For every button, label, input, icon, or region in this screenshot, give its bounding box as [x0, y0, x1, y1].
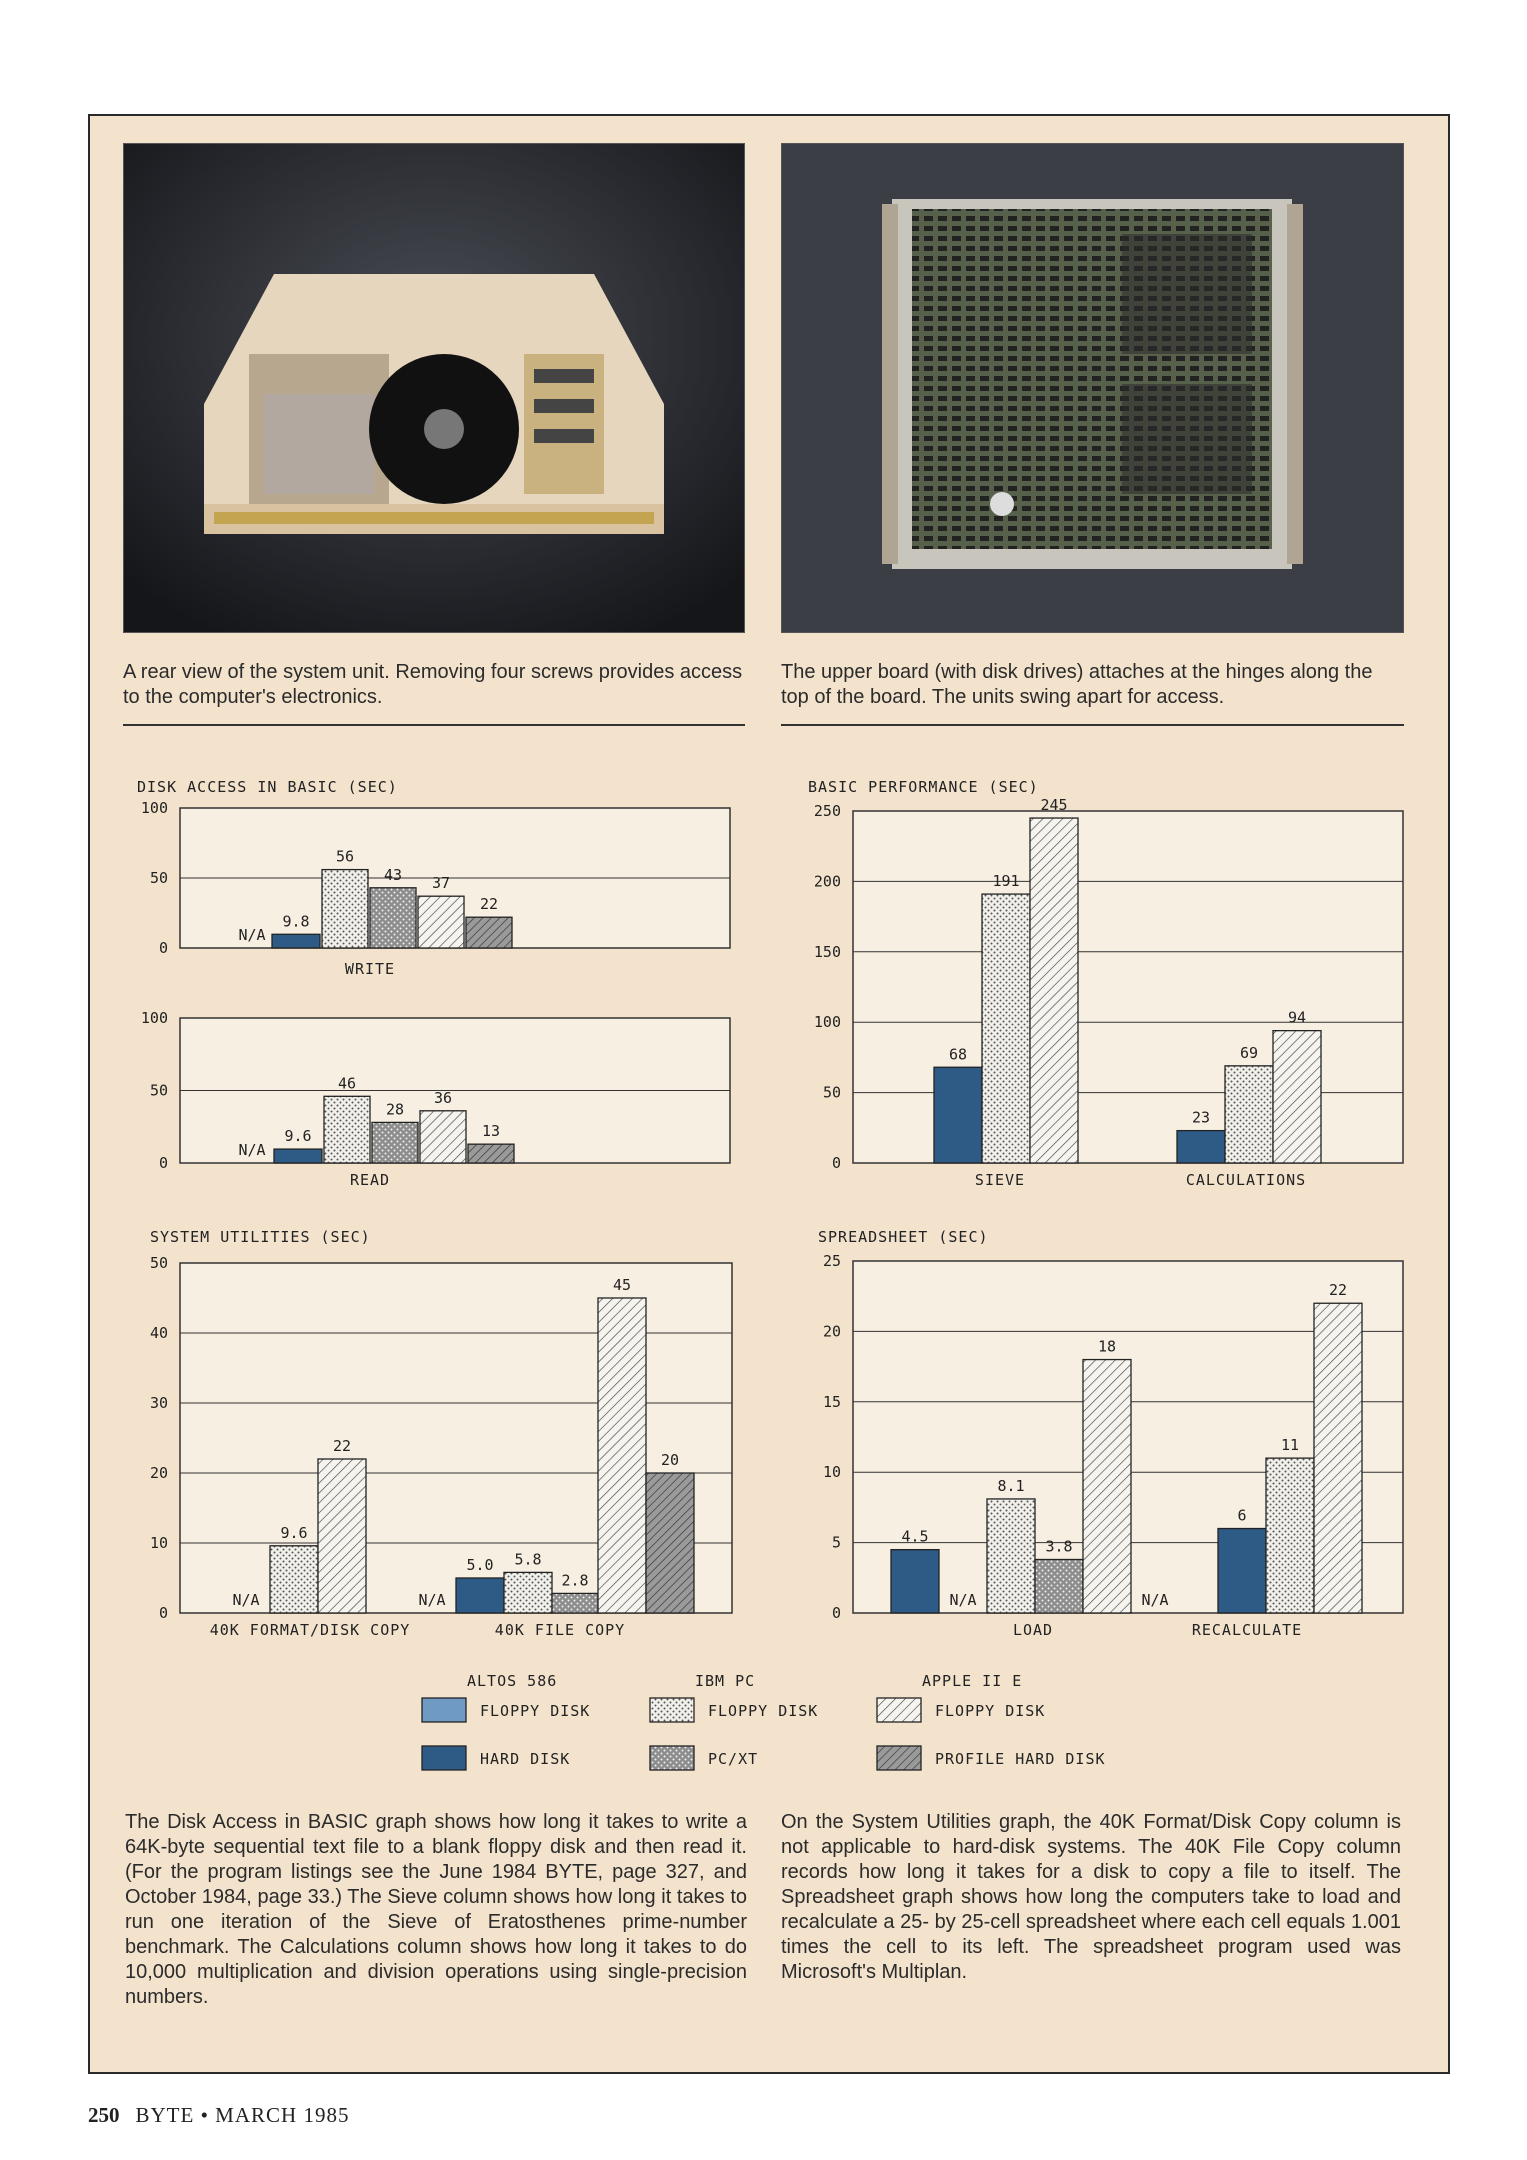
- disk-write-tick-label: 100: [140, 799, 168, 817]
- spreadsheet-tick-label: 20: [822, 1322, 841, 1341]
- sheet-recalc-group-label: RECALCULATE: [1191, 1621, 1303, 1639]
- sys-filecopy-value-label: 5.0: [466, 1556, 494, 1574]
- sys-format-bar: [318, 1459, 366, 1613]
- disk-read-na-label: N/A: [238, 1141, 266, 1159]
- basic-perf-tick-label: 150: [813, 942, 841, 961]
- sheet-recalc-value-label: 11: [1280, 1436, 1300, 1455]
- sys-filecopy-bar: [598, 1298, 646, 1613]
- basic-calc-value-label: 23: [1191, 1108, 1211, 1127]
- disk-write-value-label: 56: [335, 847, 355, 866]
- sys-util-tick-label: 10: [149, 1534, 168, 1552]
- disk-read-tick-label: 0: [158, 1154, 168, 1172]
- basic-sieve-bar: [1030, 818, 1078, 1163]
- basic-perf-tick-label: 50: [822, 1083, 841, 1102]
- disk-read-tick-label: 50: [149, 1081, 168, 1100]
- sheet-load-bar: [987, 1499, 1035, 1613]
- sys-filecopy-bar: [646, 1473, 694, 1613]
- sys-filecopy-na-label: N/A: [418, 1591, 446, 1609]
- basic-sieve-value-label: 245: [1040, 796, 1068, 815]
- sys-filecopy-bar: [456, 1578, 504, 1613]
- legend-heading: ALTOS 586: [467, 1672, 558, 1690]
- disk-read-value-label: 28: [385, 1100, 405, 1119]
- legend-label: FLOPPY DISK: [708, 1702, 819, 1720]
- disk-read-bar: [372, 1122, 418, 1163]
- disk-write-bar: [418, 896, 464, 948]
- disk-read-value-label: 13: [481, 1122, 501, 1141]
- disk-write-value-label: 43: [383, 865, 403, 884]
- sys-format-bar: [270, 1546, 318, 1613]
- sheet-load-na-label: N/A: [949, 1591, 977, 1609]
- legend-label: HARD DISK: [480, 1750, 571, 1768]
- basic-sieve-bar: [934, 1067, 982, 1163]
- disk-read-bar: [468, 1144, 514, 1163]
- spreadsheet-tick-label: 5: [831, 1533, 841, 1552]
- disk-write-na-label: N/A: [238, 926, 266, 944]
- basic-calc-value-label: 94: [1287, 1008, 1307, 1027]
- sys-format-value-label: 9.6: [280, 1523, 308, 1542]
- caption-right: The upper board (with disk drives) attaches at the hinges along the top of the board. The units swing apart for access.: [781, 661, 1373, 708]
- sys-filecopy-value-label: 5.8: [514, 1550, 542, 1569]
- basic-perf-tick-label: 100: [813, 1013, 841, 1032]
- disk-write-value-label: 22: [479, 895, 499, 914]
- sheet-recalc-bar: [1218, 1529, 1266, 1613]
- page-number: 250: [88, 2103, 120, 2127]
- legend-label: PROFILE HARD DISK: [935, 1750, 1106, 1768]
- sys-util-tick-label: 0: [158, 1604, 168, 1622]
- caption-left: A rear view of the system unit. Removing four screws provides access to the computer's electronics.: [123, 661, 743, 708]
- sys-filecopy-bar: [552, 1593, 598, 1613]
- disk-write-tick-label: 50: [149, 869, 168, 887]
- basic-sieve-group-label: SIEVE: [974, 1171, 1026, 1189]
- page-footer: [88, 2103, 349, 2128]
- basic-calc-bar: [1225, 1066, 1273, 1163]
- disk-write-bar: [322, 870, 368, 948]
- sheet-recalc-value-label: 22: [1328, 1281, 1348, 1300]
- sys-util-tick-label: 40: [149, 1324, 168, 1342]
- spreadsheet-tick-label: 0: [831, 1604, 841, 1622]
- disk-read-group-label: READ: [349, 1171, 391, 1189]
- sheet-load-group-label: LOAD: [1012, 1621, 1054, 1639]
- disk-write-tick-label: 0: [158, 939, 168, 957]
- sys-filecopy-group-label: 40K FILE COPY: [494, 1621, 626, 1639]
- legend-swatch: [650, 1746, 694, 1770]
- sys-filecopy-value-label: 20: [660, 1451, 680, 1469]
- disk-write-value-label: 9.8: [282, 912, 310, 931]
- sheet-recalc-bar: [1266, 1458, 1314, 1613]
- sheet-load-bar: [1035, 1559, 1083, 1613]
- legend-swatch: [422, 1746, 466, 1770]
- sys-filecopy-bar: [504, 1572, 552, 1613]
- sys-format-na-label: N/A: [232, 1591, 260, 1609]
- sys-format-value-label: 22: [332, 1437, 352, 1455]
- disk-read-value-label: 9.6: [284, 1127, 312, 1146]
- legend-heading: IBM PC: [695, 1672, 756, 1690]
- magazine-issue: BYTE • MARCH 1985: [135, 2103, 350, 2127]
- disk-read-bar: [274, 1149, 322, 1163]
- spreadsheet-tick-label: 25: [822, 1252, 841, 1270]
- legend-swatch: [877, 1698, 921, 1722]
- basic-calc-bar: [1177, 1131, 1225, 1163]
- basic-calc-bar: [1273, 1031, 1321, 1163]
- basic-sieve-value-label: 191: [992, 872, 1020, 891]
- basic-perf-tick-label: 0: [831, 1154, 841, 1172]
- sheet-load-value-label: 18: [1097, 1337, 1117, 1356]
- disk-write-bar: [370, 888, 416, 948]
- legend-swatch: [650, 1698, 694, 1722]
- legend-label: FLOPPY DISK: [935, 1702, 1046, 1720]
- legend-label: PC/XT: [708, 1750, 759, 1768]
- body-text-left: The Disk Access in BASIC graph shows how long it takes to write a 64K-byte sequential text file to a blank floppy disk and then read it. (For the program listings see the June 1984 BYTE, page 327, and October 1984, page 33.) The Sieve column shows how long it takes to run one iteration of the Sieve of Eratosthenes prime-number benchmark. The Calculations column shows how long it takes to do 10,000 multiplication and division operations using single-precision numbers.: [125, 1811, 747, 2008]
- disk-read-value-label: 36: [433, 1088, 453, 1107]
- spreadsheet-tick-label: 10: [822, 1463, 841, 1482]
- sys-util-tick-label: 50: [149, 1254, 168, 1272]
- basic-calc-value-label: 69: [1239, 1043, 1259, 1062]
- legend-label: FLOPPY DISK: [480, 1702, 591, 1720]
- sys-util-title: SYSTEM UTILITIES (SEC): [150, 1228, 371, 1246]
- disk-read-value-label: 46: [337, 1074, 357, 1093]
- basic-sieve-value-label: 68: [948, 1045, 968, 1064]
- basic-perf-tick-label: 200: [813, 872, 841, 891]
- sheet-load-na-label: N/A: [1141, 1591, 1169, 1609]
- sys-util-tick-label: 20: [149, 1464, 168, 1482]
- sheet-load-value-label: 4.5: [901, 1527, 929, 1546]
- basic-perf-title: BASIC PERFORMANCE (SEC): [808, 778, 1039, 796]
- disk-access-title: DISK ACCESS IN BASIC (SEC): [137, 778, 398, 796]
- sheet-recalc-value-label: 6: [1237, 1506, 1247, 1525]
- sheet-load-bar: [1083, 1360, 1131, 1613]
- basic-sieve-bar: [982, 894, 1030, 1163]
- spreadsheet-title: SPREADSHEET (SEC): [818, 1228, 989, 1246]
- disk-write-value-label: 37: [431, 874, 451, 893]
- sheet-recalc-bar: [1314, 1303, 1362, 1613]
- legend-heading: APPLE II E: [922, 1672, 1023, 1690]
- basic-perf-tick-label: 250: [813, 802, 841, 820]
- sys-util-tick-label: 30: [149, 1394, 168, 1412]
- basic-calc-group-label: CALCULATIONS: [1185, 1171, 1307, 1189]
- body-text-right: On the System Utilities graph, the 40K Format/Disk Copy column is not applicable to hard-disk systems. The 40K File Copy column records how long it takes for a disk to copy a file to itself. The Spreadsheet graph shows how long the computers take to load and recalculate a 25- by 25-cell spreadsheet where each cell equals 1.001 times the cell to its left. The spreadsheet program used was Microsoft's Multiplan.: [781, 1811, 1401, 1983]
- disk-read-tick-label: 100: [140, 1009, 168, 1027]
- legend-swatch: [877, 1746, 921, 1770]
- disk-write-group-label: WRITE: [344, 960, 396, 978]
- sheet-load-value-label: 8.1: [997, 1476, 1025, 1495]
- disk-read-bar: [420, 1111, 466, 1163]
- sys-filecopy-value-label: 2.8: [561, 1571, 589, 1590]
- disk-write-bar: [466, 917, 512, 948]
- disk-read-bar: [324, 1096, 370, 1163]
- sys-filecopy-value-label: 45: [612, 1276, 632, 1294]
- sys-format-group-label: 40K FORMAT/DISK COPY: [209, 1621, 411, 1639]
- sheet-load-bar: [891, 1550, 939, 1613]
- disk-write-bar: [272, 934, 320, 948]
- legend-swatch: [422, 1698, 466, 1722]
- sheet-load-value-label: 3.8: [1045, 1537, 1073, 1556]
- spreadsheet-tick-label: 15: [822, 1392, 841, 1411]
